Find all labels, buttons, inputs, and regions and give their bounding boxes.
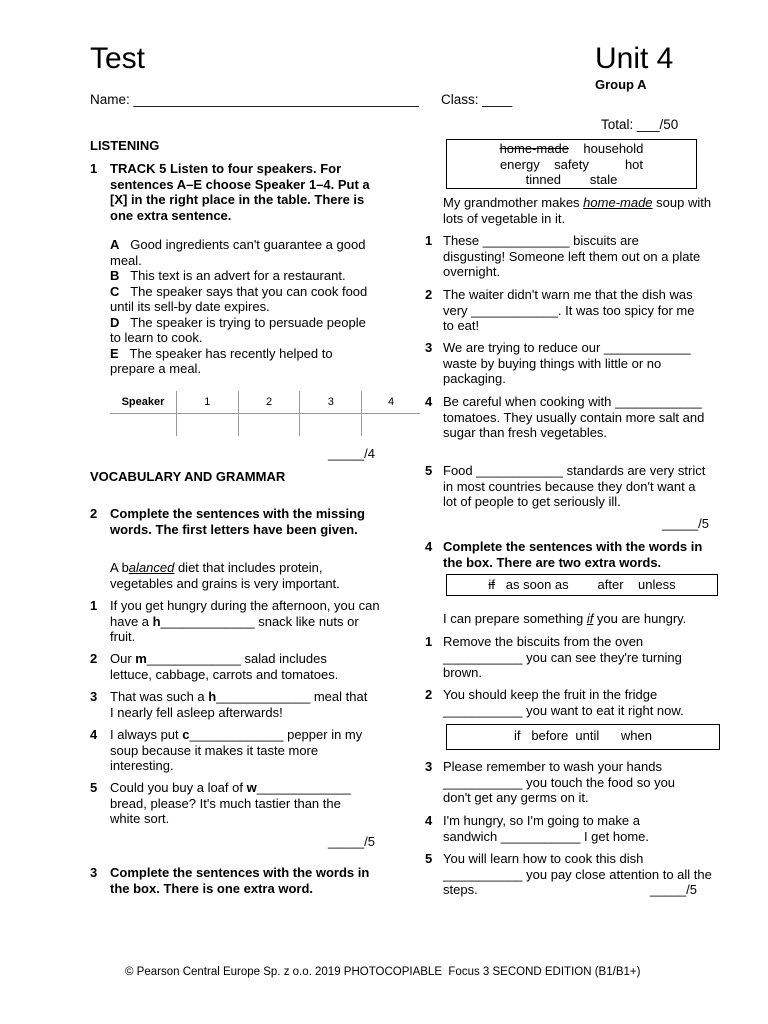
exercise-3-instruction: Complete the sentences with the words in the box. There is one extra word. (110, 865, 370, 896)
speaker-table (110, 391, 420, 436)
exercise-2-example: A balanced diet that includes protein, vegetables and grains is very important. (110, 560, 340, 591)
box-row-2: energy safety hot (499, 156, 644, 172)
answer-cell-4[interactable] (362, 414, 420, 437)
answer-cell-1[interactable] (177, 414, 239, 437)
total-score: Total: ___/50 (601, 117, 679, 132)
exercise-4-score: _____/5 (650, 882, 697, 897)
ex2-item-1-number: 1 (90, 598, 98, 613)
exercise-3-number: 3 (90, 865, 98, 880)
ex3-item-4[interactable]: Be careful when cooking with ____________ tomatoes. They usually contain more salt and sugar than fresh vegetables. (443, 394, 705, 440)
answer-cell-2[interactable] (238, 414, 300, 437)
struck-example-word: home-made (499, 141, 569, 156)
ex2-item-3[interactable]: That was such a h_____________ meal that I nearly fell asleep afterwards! (110, 689, 368, 720)
ex2-item-1[interactable]: If you get hungry during the afternoon, you can have a h_____________ snack like nuts or fruit. (110, 598, 380, 644)
exercise-2-number: 2 (90, 506, 98, 521)
ex2-item-2[interactable]: Our m_____________ salad includes lettuce, cabbage, carrots and tomatoes. (110, 651, 339, 682)
box-row-1: household (583, 141, 644, 156)
exercise-1-number: 1 (90, 161, 98, 176)
exercise-4-word-box-1 (446, 574, 718, 596)
speaker-1-header: 1 (177, 391, 239, 414)
ex3-item-2[interactable]: The waiter didn't warn me that the dish was very ____________. It was too spicy for me to eat! (443, 287, 695, 333)
listening-item-d: D The speaker is trying to persuade people to learn to cook. (110, 314, 366, 345)
ex3-item-5[interactable]: Food ____________ standards are very strict in most countries because they don't want a lot of people to get seriously ill. (443, 463, 706, 509)
ex4-item-1[interactable]: Remove the biscuits from the oven ___________ you can see they're turning brown. (443, 634, 682, 680)
listening-item-b: B This text is an advert for a restaurant. (110, 268, 346, 283)
ex4-item-5-number: 5 (425, 851, 433, 866)
box-row-3: tinned stale (525, 172, 618, 187)
ex3-item-3-number: 3 (425, 340, 433, 355)
listening-heading: LISTENING (90, 138, 160, 153)
copyright-footer: © Pearson Central Europe Sp. z o.o. 2019 PHOTOCOPIABLE Focus 3 SECOND EDITION (B1/B1+) (125, 966, 641, 978)
listening-items (110, 237, 375, 377)
ex3-item-3[interactable]: We are trying to reduce our ____________ waste by buying things with little or no packaging. (443, 340, 691, 386)
exercise-2-instruction: Complete the sentences with the missing words. The first letters have been given. (110, 506, 365, 537)
speaker-4-header: 4 (388, 396, 395, 408)
ex3-item-2-number: 2 (425, 287, 433, 302)
ex2-item-4-number: 4 (90, 727, 98, 742)
exercise-4-word-box-2: if before until when (446, 724, 720, 750)
ex2-item-5-number: 5 (90, 780, 98, 795)
vocab-heading: VOCABULARY AND GRAMMAR (90, 469, 286, 484)
test-title: Test (90, 42, 146, 75)
ex3-item-4-number: 4 (425, 394, 433, 409)
exercise-4-example: I can prepare something if you are hungry. (443, 611, 687, 626)
ex3-item-1[interactable]: These ____________ biscuits are disgusting! Someone left them out on a plate overnight. (443, 233, 701, 279)
ex4-item-4[interactable]: I'm hungry, so I'm going to make a sandwich ___________ I get home. (443, 813, 649, 844)
answer-cell-3[interactable] (300, 414, 362, 437)
class-field[interactable]: Class: ____ (441, 92, 513, 107)
name-field[interactable]: Name: ______________________________________ (90, 92, 419, 107)
listening-item-e: E The speaker has recently helped to prepare a meal. (110, 345, 333, 376)
exercise-3-example: My grandmother makes home-made soup with lots of vegetable in it. (443, 195, 712, 226)
ex2-item-4[interactable]: I always put c_____________ pepper in my soup because it makes it taste more interesting. (110, 727, 363, 773)
ex4-item-3-number: 3 (425, 759, 433, 774)
speaker-blank-cell (110, 414, 177, 437)
group-label: Group A (595, 77, 647, 92)
speaker-2-header: 2 (238, 391, 300, 414)
ex4-item-2-number: 2 (425, 687, 433, 702)
struck-if-word: if (488, 577, 495, 592)
exercise-3-score: _____/5 (662, 516, 709, 531)
exercise-4-number: 4 (425, 539, 433, 554)
ex4-item-4-number: 4 (425, 813, 433, 828)
exercise-1-instruction: TRACK 5 Listen to four speakers. For sentences A–E choose Speaker 1–4. Put a [X] in the right place in the table. There is one extra sentence. (110, 161, 370, 223)
exercise-3-word-box (446, 139, 697, 189)
unit-title: Unit 4 (595, 42, 674, 75)
listening-item-a: A Good ingredients can't guarantee a good meal. (110, 237, 366, 268)
ex4-item-2[interactable]: You should keep the fruit in the fridge ___________ you want to eat it right now. (443, 687, 684, 718)
ex3-item-1-number: 1 (425, 233, 433, 248)
exercise-4-instruction: Complete the sentences with the words in the box. There are two extra words. (443, 539, 703, 570)
ex3-item-5-number: 5 (425, 463, 433, 478)
listening-item-c: C The speaker says that you can cook food until its sell-by date expires. (110, 283, 368, 314)
ex2-item-3-number: 3 (90, 689, 98, 704)
ex2-item-2-number: 2 (90, 651, 98, 666)
ex4-item-3[interactable]: Please remember to wash your hands ___________ you touch the food so you don't get any germs on it. (443, 759, 676, 805)
exercise-1-score: _____/4 (328, 446, 375, 461)
exercise-2-score: _____/5 (328, 834, 375, 849)
ex2-item-5[interactable]: Could you buy a loaf of w_____________ bread, please? It's much tastier than the white sort. (110, 780, 351, 826)
ex4-item-1-number: 1 (425, 634, 433, 649)
ex4-item-5[interactable]: You will learn how to cook this dish ___________ you pay close attention to all the steps. (443, 851, 712, 897)
speaker-3-header: 3 (300, 391, 362, 414)
speaker-header: Speaker (110, 391, 177, 414)
box1-words: as soon as after unless (505, 577, 676, 592)
